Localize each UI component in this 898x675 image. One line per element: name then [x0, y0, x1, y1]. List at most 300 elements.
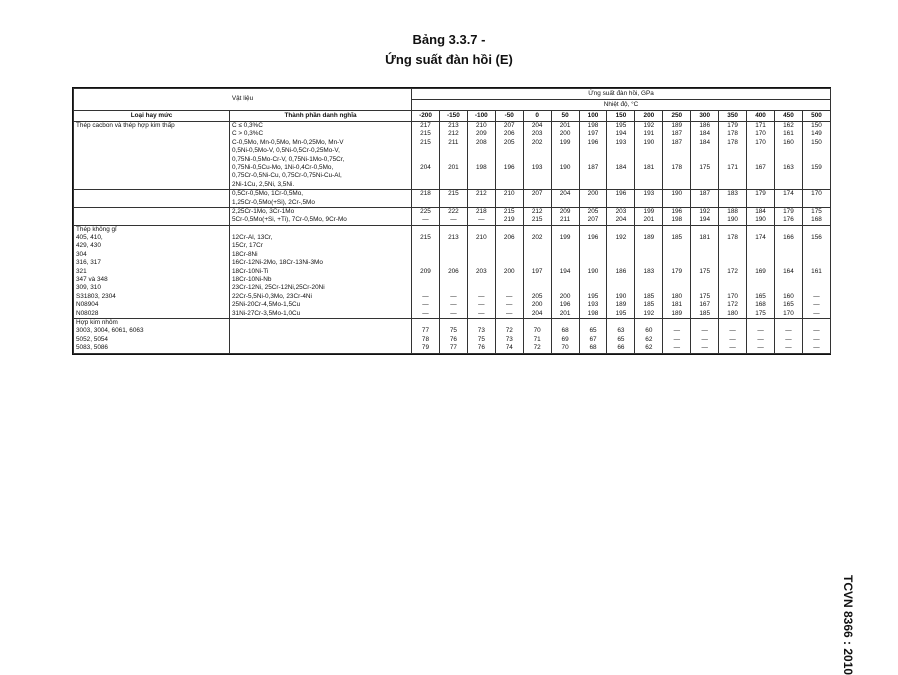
stress-value: 210: [475, 122, 487, 129]
stress-value: [749, 251, 772, 259]
material-class-cell: [74, 190, 230, 208]
material-class-line: 429, 430: [76, 242, 101, 250]
stress-value: [470, 319, 493, 327]
stress-value: [526, 276, 549, 284]
stress-value: [609, 226, 632, 234]
stress-value: —: [785, 335, 792, 343]
stress-value: 172: [727, 267, 738, 275]
stress-value: —: [478, 216, 485, 224]
temperature-header: 350: [719, 111, 747, 122]
stress-value: 162: [783, 122, 794, 129]
stress-value: 62: [645, 344, 653, 352]
stress-value: [749, 276, 772, 284]
stress-value-cell: [551, 207, 579, 225]
stress-value: [526, 226, 549, 234]
stress-value: [665, 242, 688, 250]
stress-value: 190: [755, 216, 766, 224]
composition-line: 12Cr-Al, 13Cr,: [232, 234, 273, 242]
stress-value: [609, 172, 632, 180]
stress-value-cell: [775, 318, 803, 353]
stress-value: —: [813, 301, 820, 309]
stress-value: 170: [755, 138, 766, 146]
stress-value: 205: [531, 292, 543, 300]
stress-value: 168: [755, 301, 766, 309]
material-class-line: 5052, 5054: [76, 335, 108, 343]
stress-value: [749, 242, 772, 250]
stress-value: 169: [755, 267, 766, 275]
stress-value: [414, 226, 437, 234]
stress-value: [777, 251, 800, 259]
stress-value: 213: [448, 234, 459, 242]
stress-value-cell: [719, 207, 747, 225]
material-class-line: [76, 156, 227, 164]
stress-value: [498, 181, 521, 189]
stress-value: —: [757, 335, 764, 343]
stress-value: —: [506, 292, 513, 300]
stress-value: 65: [589, 327, 597, 335]
stress-value: 185: [643, 292, 655, 300]
stress-value: [693, 251, 716, 259]
stress-value: [414, 172, 437, 180]
composition-cell: [230, 190, 412, 208]
stress-value: [498, 319, 521, 327]
stress-value-cell: [802, 122, 830, 190]
material-class-cell: [74, 318, 230, 353]
composition-line: 22Cr-5,5Ni-0,3Mo, 23Cr-4Ni: [232, 292, 312, 300]
stress-value: —: [422, 309, 429, 317]
stress-value: [777, 156, 800, 164]
stress-value: [693, 276, 716, 284]
stress-value: 185: [643, 301, 655, 309]
stress-value: [693, 242, 716, 250]
stress-value: 201: [448, 163, 459, 171]
stress-value: 196: [587, 138, 599, 146]
stress-value-cell: [719, 122, 747, 190]
stress-value: [609, 242, 632, 250]
stress-value: 192: [643, 309, 655, 317]
stress-value: [414, 251, 437, 259]
stress-value: 70: [561, 344, 569, 352]
stress-value: —: [813, 292, 820, 300]
stress-value: 175: [699, 163, 711, 171]
stress-value: [749, 199, 772, 207]
material-group-row: [74, 190, 831, 208]
stress-value: [554, 242, 577, 250]
stress-value: [665, 181, 688, 189]
stress-value-cell: [579, 207, 607, 225]
stress-value: —: [785, 344, 792, 352]
stress-value: [470, 226, 493, 234]
material-class-line: 3003, 3004, 6061, 6063: [76, 327, 144, 335]
stress-value: 200: [531, 301, 543, 309]
stress-value: 159: [811, 163, 822, 171]
stress-value: [749, 181, 772, 189]
stress-value: 181: [671, 301, 683, 309]
stress-value: 170: [783, 309, 794, 317]
stress-value: [414, 181, 437, 189]
stress-value: 186: [615, 267, 627, 275]
stress-value-cell: [635, 207, 663, 225]
stress-value: [777, 181, 800, 189]
stress-value-cell: [467, 122, 495, 190]
stress-value: 68: [589, 344, 597, 352]
table-title: Ứng suất đàn hồi (E): [385, 52, 513, 67]
stress-value: —: [478, 301, 485, 309]
stress-value: [442, 284, 465, 292]
temperature-header: 400: [747, 111, 775, 122]
stress-value: 190: [643, 138, 655, 146]
stress-value-cell: [607, 318, 635, 353]
stress-value: [749, 319, 772, 327]
stress-value: 188: [727, 207, 738, 215]
stress-value: —: [813, 344, 820, 352]
stress-value: [414, 242, 437, 250]
composition-cell: [230, 225, 412, 318]
stress-value-cell: [439, 122, 467, 190]
stress-value: 215: [420, 234, 431, 242]
stress-value: 217: [420, 122, 431, 129]
stress-value: 190: [587, 267, 599, 275]
stress-value: 194: [559, 267, 571, 275]
stress-value: [665, 284, 688, 292]
stress-value: 170: [727, 292, 738, 300]
stress-value: 209: [559, 207, 571, 215]
stress-value: [609, 284, 632, 292]
stress-value: 218: [420, 190, 431, 198]
temperature-header: 450: [775, 111, 803, 122]
stress-value: 199: [559, 138, 571, 146]
stress-value: [582, 172, 605, 180]
stress-value-cell: [439, 207, 467, 225]
stress-value: 193: [531, 163, 543, 171]
composition-line: 31Ni-27Cr-3,5Mo-1,0Cu: [232, 309, 301, 317]
material-class-cell: [74, 122, 230, 190]
stress-value: [777, 199, 800, 207]
stress-value: [442, 276, 465, 284]
composition-line: 18Cr-8Ni: [232, 250, 258, 258]
elastic-modulus-table: [72, 87, 831, 355]
stress-value: [442, 251, 465, 259]
stress-value: —: [729, 327, 736, 335]
stress-value: —: [757, 327, 764, 335]
material-class-line: 309, 310: [76, 284, 101, 292]
stress-value: 165: [755, 292, 766, 300]
stress-value: [498, 284, 521, 292]
stress-value-cell: [467, 225, 495, 318]
stress-value-cell: [719, 225, 747, 318]
material-class-line: 316, 317: [76, 259, 101, 267]
material-group-row: [74, 207, 831, 225]
stress-value: [526, 319, 549, 327]
temperature-header: 250: [663, 111, 691, 122]
stress-value-cell: [495, 122, 523, 190]
stress-value-cell: [747, 225, 775, 318]
stress-value: [414, 284, 437, 292]
temperature-header: -200: [412, 111, 440, 122]
composition-line: C > 0,3%C: [232, 130, 264, 138]
stress-value: 178: [727, 234, 738, 242]
stress-value: 186: [699, 122, 711, 129]
stress-value: [442, 156, 465, 164]
stress-value-cell: [663, 225, 691, 318]
stress-value: [470, 242, 493, 250]
composition-cell: [230, 207, 412, 225]
stress-value-cell: [663, 122, 691, 190]
stress-value-cell: [523, 225, 551, 318]
stress-value: 180: [671, 292, 683, 300]
stress-value: [442, 147, 465, 155]
stress-value: —: [450, 301, 457, 309]
stress-value: 190: [727, 216, 738, 224]
stress-value: [693, 156, 716, 164]
stress-value-cell: [523, 190, 551, 208]
temperature-header: 500: [802, 111, 830, 122]
stress-value: 193: [587, 301, 599, 309]
stress-value: 204: [531, 122, 543, 129]
stress-value: 190: [671, 190, 683, 198]
stress-value: [526, 242, 549, 250]
stress-value: 210: [475, 234, 487, 242]
stress-value: 180: [727, 309, 738, 317]
composition-line: 0,75Ni-0,5Mo-Cr-V, 0,75Ni-1Mo-0,75Cr,: [232, 155, 345, 163]
stress-value-cell: [802, 225, 830, 318]
stress-value: 213: [448, 122, 459, 129]
stress-value-cell: [467, 318, 495, 353]
stress-value: —: [450, 216, 457, 224]
stress-value: 199: [643, 207, 655, 215]
stress-value-cell: [802, 318, 830, 353]
stress-value: [637, 199, 660, 207]
stress-value: [582, 199, 605, 207]
stress-value-cell: [607, 190, 635, 208]
stress-value: 225: [420, 207, 431, 215]
stress-value: [637, 181, 660, 189]
stress-value: 197: [531, 267, 543, 275]
stress-value: 205: [587, 207, 599, 215]
stress-value-cell: [747, 190, 775, 208]
stress-value: [582, 242, 605, 250]
stress-value: 191: [643, 130, 655, 138]
stress-value: [554, 172, 577, 180]
stress-value-cell: [412, 225, 440, 318]
material-group-row: [74, 318, 831, 353]
stress-value: 73: [477, 327, 485, 335]
composition-line: 16Cr-12Ni-2Mo, 18Cr-13Ni-3Mo: [232, 259, 323, 267]
header-composition: Thành phần danh nghĩa: [230, 111, 412, 122]
material-group-row: [74, 225, 831, 318]
stress-value: 196: [503, 163, 515, 171]
stress-value: 76: [449, 335, 457, 343]
composition-line: [232, 319, 409, 327]
stress-value: 70: [533, 327, 541, 335]
stress-value-cell: [412, 190, 440, 208]
stress-value: 185: [699, 309, 711, 317]
stress-value: 200: [559, 292, 571, 300]
stress-value: [665, 251, 688, 259]
material-class-line: [76, 208, 227, 216]
stress-value: —: [785, 327, 792, 335]
stress-value: [665, 276, 688, 284]
stress-value: [582, 226, 605, 234]
stress-value: —: [729, 335, 736, 343]
stress-value: 198: [587, 122, 599, 129]
stress-value: [442, 242, 465, 250]
stress-value: 73: [505, 335, 513, 343]
stress-value-cell: [635, 318, 663, 353]
stress-value: 150: [811, 138, 822, 146]
stress-value: 184: [699, 138, 711, 146]
temperature-header: 200: [635, 111, 663, 122]
stress-value: —: [478, 309, 485, 317]
stress-value: [442, 199, 465, 207]
stress-value: 212: [475, 190, 487, 198]
stress-value: 206: [448, 267, 459, 275]
stress-value: 149: [811, 130, 822, 138]
stress-value-cell: [719, 318, 747, 353]
stress-value: [554, 199, 577, 207]
stress-value: 165: [783, 301, 794, 309]
stress-value: 215: [503, 207, 515, 215]
temperature-header: -50: [495, 111, 523, 122]
stress-value: [526, 259, 549, 267]
stress-value: [693, 284, 716, 292]
stress-value-cell: [412, 207, 440, 225]
stress-value: [414, 276, 437, 284]
stress-value: [777, 276, 800, 284]
stress-value: [805, 147, 828, 155]
material-class-line: [76, 199, 227, 207]
stress-value: [805, 172, 828, 180]
stress-value: 204: [559, 190, 571, 198]
stress-value: 215: [448, 190, 459, 198]
header-temperature: Nhiệt độ, °C: [412, 100, 831, 111]
stress-value: 179: [727, 122, 738, 129]
stress-value: 192: [643, 122, 655, 129]
stress-value-cell: [691, 122, 719, 190]
stress-value: [609, 319, 632, 327]
stress-value: 189: [671, 122, 683, 129]
stress-value: [498, 156, 521, 164]
stress-value: [526, 251, 549, 259]
temperature-header: 300: [691, 111, 719, 122]
stress-value: 211: [448, 138, 459, 146]
composition-line: 1,25Cr-0,5Mo(+Si), 2Cr-,5Mo: [232, 198, 315, 206]
stress-value: 170: [755, 130, 766, 138]
stress-value-cell: [607, 207, 635, 225]
stress-value: [498, 147, 521, 155]
stress-value: [582, 284, 605, 292]
stress-value: —: [673, 344, 680, 352]
stress-value: [470, 147, 493, 155]
stress-value: 72: [533, 344, 541, 352]
stress-value: —: [422, 301, 429, 309]
material-class-cell: [74, 225, 230, 318]
stress-value: [665, 172, 688, 180]
stress-value: [442, 319, 465, 327]
stress-value: [609, 259, 632, 267]
stress-value: 179: [783, 207, 794, 215]
stress-value: [693, 147, 716, 155]
stress-value: [721, 156, 744, 164]
stress-value: 187: [699, 190, 711, 198]
stress-value: 208: [475, 138, 487, 146]
stress-value: [582, 276, 605, 284]
stress-value-cell: [439, 318, 467, 353]
stress-value: 193: [615, 138, 627, 146]
stress-value: [470, 172, 493, 180]
material-class-line: [76, 130, 227, 138]
stress-value: 200: [587, 190, 599, 198]
stress-value: [721, 172, 744, 180]
stress-value: —: [478, 292, 485, 300]
stress-value: 150: [811, 122, 822, 129]
stress-value-cell: [495, 190, 523, 208]
stress-value-cell: [691, 207, 719, 225]
stress-value: [637, 242, 660, 250]
header-material: Vật liệu: [74, 89, 412, 111]
stress-value: —: [701, 335, 708, 343]
material-class-line: [76, 172, 227, 180]
stress-value: [554, 156, 577, 164]
stress-value: 77: [421, 327, 430, 335]
stress-value: 171: [727, 163, 738, 171]
stress-value: [637, 172, 660, 180]
stress-value: 179: [755, 190, 766, 198]
stress-value: 202: [531, 138, 543, 146]
stress-value: 190: [559, 163, 571, 171]
stress-value: 79: [421, 344, 430, 352]
stress-value: [665, 259, 688, 267]
stress-value-cell: [775, 122, 803, 190]
stress-value-cell: [747, 318, 775, 353]
stress-value: [721, 199, 744, 207]
stress-value: 167: [699, 301, 711, 309]
stress-value-cell: [551, 318, 579, 353]
stress-value: 209: [475, 130, 487, 138]
stress-value: 71: [533, 335, 541, 343]
stress-value-cell: [691, 318, 719, 353]
stress-value: [693, 181, 716, 189]
stress-value: 184: [615, 163, 627, 171]
material-class-line: Thép không gỉ: [76, 225, 117, 233]
stress-value: —: [813, 335, 820, 343]
stress-value: [721, 259, 744, 267]
stress-value: 67: [589, 335, 597, 343]
stress-value: [470, 181, 493, 189]
stress-value: 215: [531, 216, 543, 224]
stress-value: [414, 319, 437, 327]
stress-value: [637, 147, 660, 155]
material-class-line: [76, 147, 227, 155]
stress-value: —: [506, 309, 513, 317]
stress-value: —: [450, 292, 457, 300]
stress-value: —: [506, 301, 513, 309]
stress-value: 200: [559, 130, 571, 138]
stress-value: —: [673, 327, 680, 335]
stress-value: [554, 226, 577, 234]
stress-value: 219: [503, 216, 515, 224]
composition-line: 25Ni-20Cr-4,5Mo-1,5Cu: [232, 301, 301, 309]
stress-value: [470, 259, 493, 267]
stress-value-cell: [551, 190, 579, 208]
stress-value: [442, 259, 465, 267]
stress-value: [721, 147, 744, 155]
stress-value: 189: [643, 234, 655, 242]
stress-value: 179: [671, 267, 683, 275]
stress-value: 189: [615, 301, 627, 309]
stress-value: [665, 319, 688, 327]
stress-value: 212: [531, 207, 543, 215]
